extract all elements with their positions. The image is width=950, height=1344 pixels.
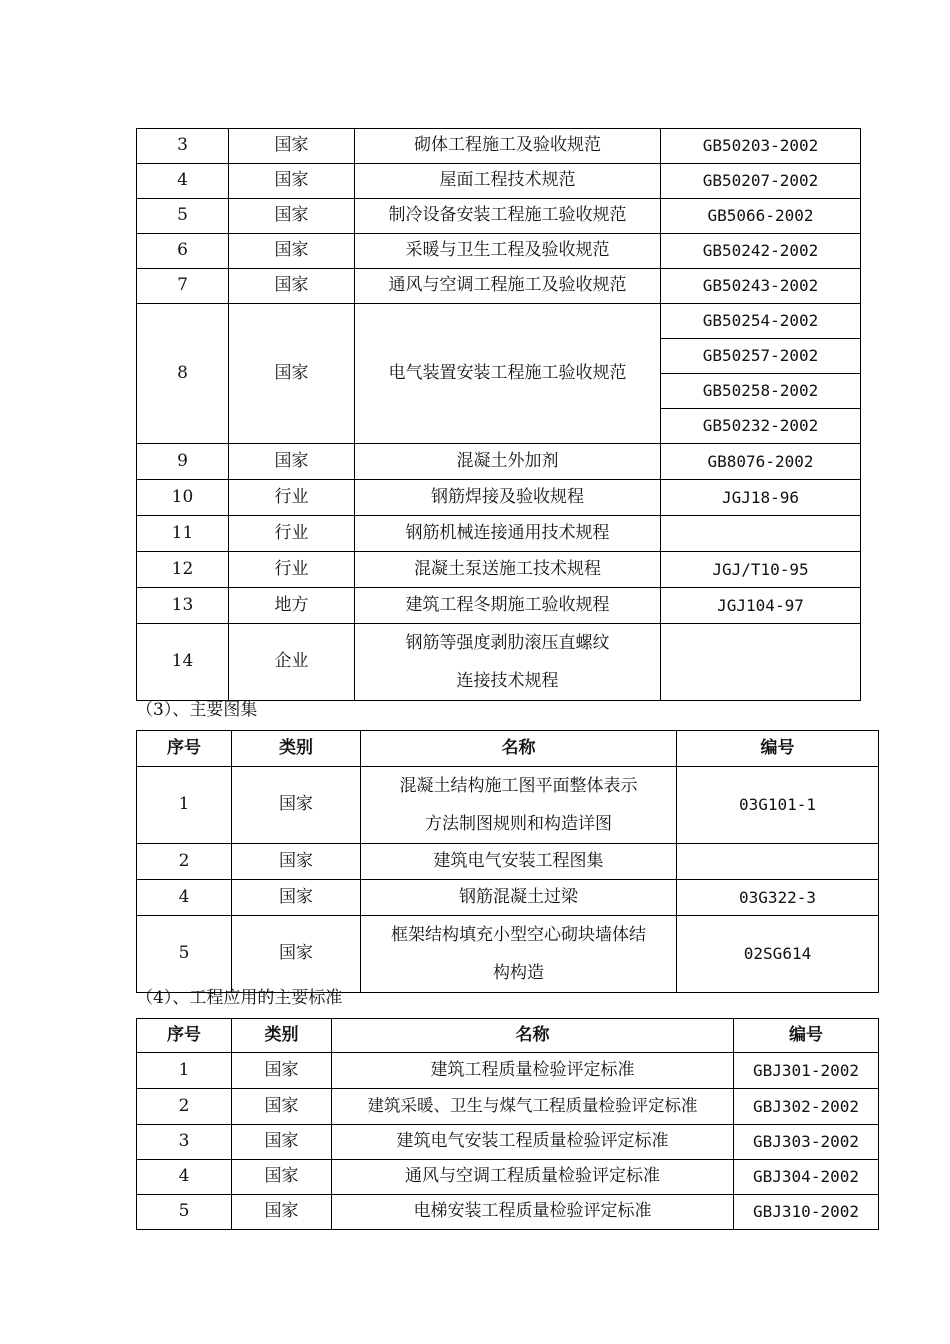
row-number: 11 <box>137 516 229 552</box>
row-number: 12 <box>137 552 229 588</box>
row-number: 10 <box>137 480 229 516</box>
row-code: JGJ104-97 <box>661 588 861 624</box>
row-number: 3 <box>137 129 229 164</box>
row-code <box>677 844 879 880</box>
section-title-standards: （4）、工程应用的主要标准 <box>136 988 343 1008</box>
row-name <box>361 916 677 993</box>
table-row <box>137 552 861 588</box>
row-name: 建筑工程冬期施工验收规程 <box>355 588 661 624</box>
row-code: 03G101-1 <box>677 767 879 844</box>
header-category: 类别 <box>232 731 361 767</box>
atlas-table <box>136 730 879 993</box>
row-name <box>361 767 677 844</box>
row-code: GBJ301-2002 <box>734 1053 879 1089</box>
table-row <box>137 304 861 339</box>
row-name: 建筑电气安装工程质量检验评定标准 <box>332 1125 734 1160</box>
table-header-row <box>137 1019 879 1053</box>
row-number: 2 <box>137 1089 232 1125</box>
row-code: GBJ302-2002 <box>734 1089 879 1125</box>
row-number: 9 <box>137 444 229 480</box>
row-code: GB50243-2002 <box>661 269 861 304</box>
row-category: 地方 <box>229 588 355 624</box>
row-number: 5 <box>137 199 229 234</box>
table-header-row <box>137 731 879 767</box>
row-code: JGJ18-96 <box>661 480 861 516</box>
row-code: GBJ304-2002 <box>734 1160 879 1195</box>
row-number: 14 <box>137 624 229 701</box>
row-number: 3 <box>137 1125 232 1160</box>
row-name-line1: 钢筋等强度剥肋滚压直螺纹 <box>405 633 610 653</box>
table-row <box>137 624 861 701</box>
row-name: 电气装置安装工程施工验收规范 <box>355 304 661 444</box>
row-name: 建筑工程质量检验评定标准 <box>332 1053 734 1089</box>
row-number: 2 <box>137 844 232 880</box>
row-number: 1 <box>137 1053 232 1089</box>
row-code: GB50257-2002 <box>661 339 861 374</box>
row-number: 13 <box>137 588 229 624</box>
table-row <box>137 844 879 880</box>
header-name: 名称 <box>332 1019 734 1053</box>
table-row <box>137 1089 879 1125</box>
row-name-line1: 混凝土结构施工图平面整体表示 <box>399 776 638 796</box>
row-number: 6 <box>137 234 229 269</box>
row-name: 建筑电气安装工程图集 <box>361 844 677 880</box>
table-row <box>137 164 861 199</box>
row-name: 钢筋机械连接通用技术规程 <box>355 516 661 552</box>
row-code: GB50254-2002 <box>661 304 861 339</box>
row-category: 国家 <box>232 767 361 844</box>
table-row <box>137 916 879 993</box>
row-code: GB50232-2002 <box>661 409 861 444</box>
table-row <box>137 1125 879 1160</box>
row-number: 5 <box>137 916 232 993</box>
row-code: GB50242-2002 <box>661 234 861 269</box>
row-category: 国家 <box>232 1160 332 1195</box>
row-name: 制冷设备安装工程施工验收规范 <box>355 199 661 234</box>
table-row <box>137 1053 879 1089</box>
row-category: 国家 <box>232 844 361 880</box>
table-row <box>137 199 861 234</box>
standards-table <box>136 1018 879 1230</box>
row-category: 国家 <box>232 1125 332 1160</box>
row-code <box>661 516 861 552</box>
row-category: 国家 <box>232 1089 332 1125</box>
header-number: 序号 <box>137 1019 232 1053</box>
row-name-line2: 构构造 <box>493 963 544 983</box>
row-name: 电梯安装工程质量检验评定标准 <box>332 1195 734 1230</box>
header-number: 序号 <box>137 731 232 767</box>
table-row <box>137 269 861 304</box>
row-category: 国家 <box>232 880 361 916</box>
row-name: 钢筋混凝土过梁 <box>361 880 677 916</box>
row-name: 采暖与卫生工程及验收规范 <box>355 234 661 269</box>
row-number: 7 <box>137 269 229 304</box>
row-category: 国家 <box>229 269 355 304</box>
row-name: 混凝土外加剂 <box>355 444 661 480</box>
row-number: 4 <box>137 880 232 916</box>
row-code: JGJ/T10-95 <box>661 552 861 588</box>
row-category: 国家 <box>229 129 355 164</box>
regulations-table <box>136 128 861 701</box>
row-category: 国家 <box>229 164 355 199</box>
row-name: 屋面工程技术规范 <box>355 164 661 199</box>
row-category: 企业 <box>229 624 355 701</box>
row-name <box>355 624 661 701</box>
row-name-line2: 方法制图规则和构造详图 <box>425 814 612 834</box>
row-name-line1: 框架结构填充小型空心砌块墙体结 <box>391 925 646 945</box>
section-title-atlases: （3）、主要图集 <box>136 700 258 720</box>
row-category: 国家 <box>232 916 361 993</box>
table-row <box>137 129 861 164</box>
row-category: 行业 <box>229 480 355 516</box>
table-row <box>137 1160 879 1195</box>
row-name: 砌体工程施工及验收规范 <box>355 129 661 164</box>
row-category: 国家 <box>229 199 355 234</box>
row-code: GBJ303-2002 <box>734 1125 879 1160</box>
row-number: 4 <box>137 164 229 199</box>
table-row <box>137 880 879 916</box>
header-code: 编号 <box>677 731 879 767</box>
row-code: GB50258-2002 <box>661 374 861 409</box>
table-row <box>137 480 861 516</box>
table-row <box>137 767 879 844</box>
row-code: GB50203-2002 <box>661 129 861 164</box>
row-name: 钢筋焊接及验收规程 <box>355 480 661 516</box>
row-category: 行业 <box>229 516 355 552</box>
header-code: 编号 <box>734 1019 879 1053</box>
row-category: 国家 <box>229 234 355 269</box>
header-name: 名称 <box>361 731 677 767</box>
row-name: 通风与空调工程质量检验评定标准 <box>332 1160 734 1195</box>
row-code: GB5066-2002 <box>661 199 861 234</box>
row-name-line2: 连接技术规程 <box>456 671 559 691</box>
header-category: 类别 <box>232 1019 332 1053</box>
row-name: 建筑采暖、卫生与煤气工程质量检验评定标准 <box>332 1089 734 1125</box>
row-category: 国家 <box>232 1195 332 1230</box>
row-name: 通风与空调工程施工及验收规范 <box>355 269 661 304</box>
row-number: 4 <box>137 1160 232 1195</box>
row-category: 国家 <box>229 304 355 444</box>
row-code: 02SG614 <box>677 916 879 993</box>
row-code <box>661 624 861 701</box>
table-row <box>137 588 861 624</box>
row-category: 国家 <box>232 1053 332 1089</box>
row-number: 5 <box>137 1195 232 1230</box>
row-code: GB50207-2002 <box>661 164 861 199</box>
table-row <box>137 1195 879 1230</box>
row-category: 国家 <box>229 444 355 480</box>
table-row <box>137 234 861 269</box>
row-code: GB8076-2002 <box>661 444 861 480</box>
row-category: 行业 <box>229 552 355 588</box>
row-code: GBJ310-2002 <box>734 1195 879 1230</box>
table-row <box>137 516 861 552</box>
row-number: 8 <box>137 304 229 444</box>
row-name: 混凝土泵送施工技术规程 <box>355 552 661 588</box>
row-number: 1 <box>137 767 232 844</box>
row-code: 03G322-3 <box>677 880 879 916</box>
table-row <box>137 444 861 480</box>
